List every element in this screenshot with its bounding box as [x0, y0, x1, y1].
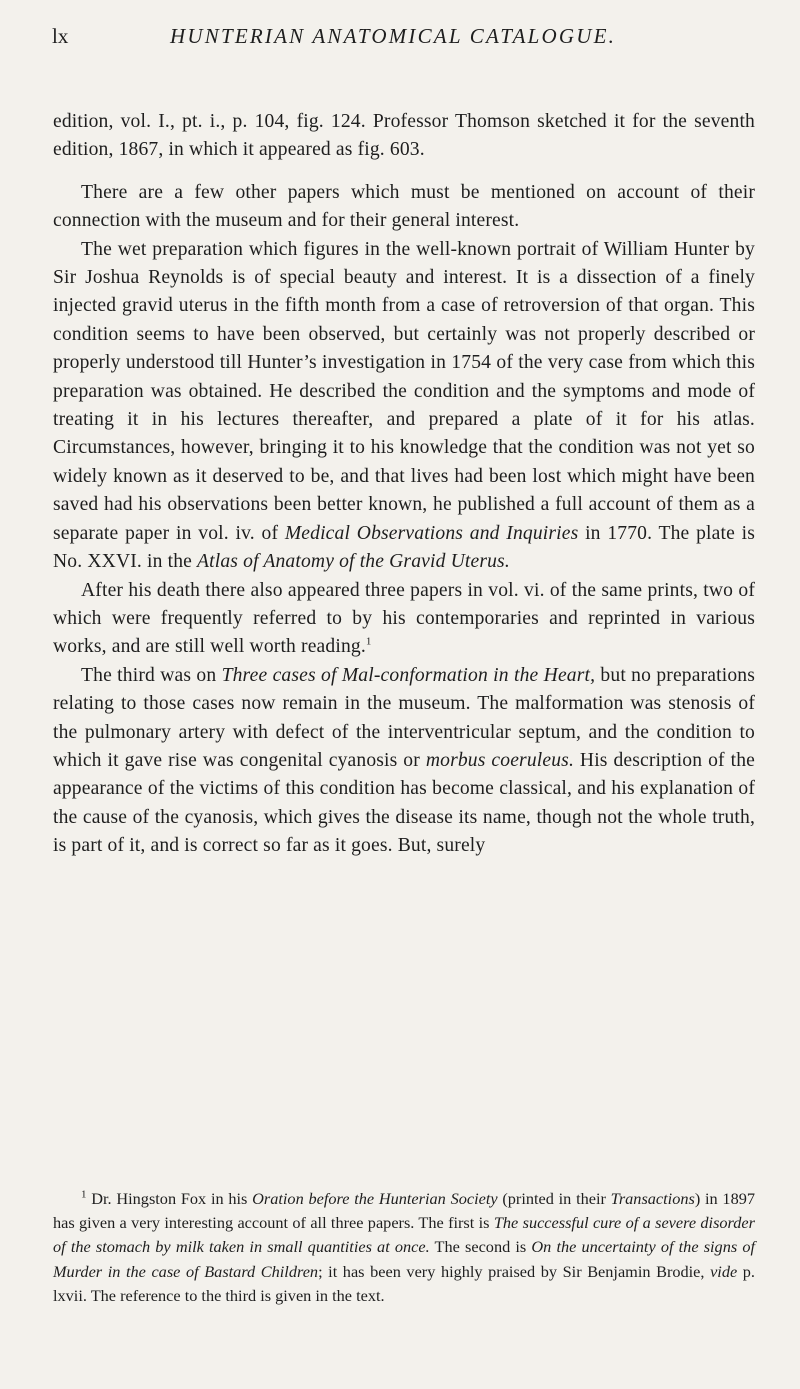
text-run: (printed in their — [497, 1189, 611, 1208]
paragraph-wet-preparation — [53, 236, 755, 577]
running-title: HUNTERIAN ANATOMICAL CATALOGUE. — [170, 24, 617, 48]
text-run: After his death there also appeared three papers in vol. vi. of the same prints, two of which were frequently referred to by his contemporaries and reprinted in various works, and are still well worth reading. — [53, 579, 755, 658]
paragraph-after-death — [53, 577, 755, 662]
italic-title: Transactions — [610, 1189, 695, 1208]
page-number: lx — [52, 24, 69, 48]
text-run: ; it has been very highly praised by Sir Benjamin Brodie, — [318, 1261, 711, 1281]
paragraph-continuation: edition, vol. I., pt. i., p. 104, fig. 124. Professor Thomson sketched it for the seventh edition, 1867, in which it appeared as fig. 603. — [53, 111, 755, 161]
running-header — [52, 24, 752, 60]
text-run: p. lxvii. The reference to the third is given in the text. — [53, 1261, 756, 1305]
text-run: but no preparations relating to those cases now remain in the museum. The malformation was stenosis of the pulmonary artery with defect of the interventricular septum, and the condition to which it gave rise was congenital cyanosis or — [53, 664, 755, 771]
italic-term: morbus coeruleus. — [425, 749, 574, 771]
footnote-ref: 1 — [365, 635, 372, 648]
paragraph-other-papers: There are a few other papers which must be mentioned on account of their connection with the museum and for their general interest. — [53, 181, 755, 232]
text-run: in 1770. The plate is No. XXVI. in the — [53, 522, 755, 573]
body-text — [53, 108, 755, 861]
italic-title: The successful cure of a severe disorder of the stomach by milk taken in small quantities at once. — [53, 1213, 755, 1257]
italic-title: Medical Observations and Inquiries — [284, 522, 579, 544]
footnote-marker: 1 — [81, 1188, 87, 1201]
italic-term: vide — [710, 1261, 738, 1281]
text-run: The wet preparation which figures in the well-known portrait of William Hunter by Sir Joshua Reynolds is of special beauty and interest. It is a dissection of a finely injected gravid uterus in the fifth month from a case of retroversion of that organ. This condition seems to have been observed, but certainly was not properly described or properly understood till Hunter’s investigation in 1754 of the very case from which this preparation was obtained. He described the condition and the symptoms and mode of treating it in his lectures thereafter, and prepared a plate of it for his atlas. Circumstances, however, bringing it to his knowledge that the condition was not yet so widely known as it deserved to be, and that lives had been lost which might have been saved had his observations been better known, he published a full account of them as a separate paper in vol. iv. of — [53, 238, 755, 544]
italic-title: Oration before the Hunterian Society — [252, 1189, 498, 1208]
text-run: Dr. Hingston Fox in his — [86, 1189, 253, 1208]
paragraph-third-paper — [53, 662, 755, 861]
italic-title: On the uncertainty of the signs of Murder in the case of Bastard Children — [53, 1237, 756, 1281]
italic-title: Atlas of Anatomy of the Gravid Uterus. — [197, 551, 510, 573]
text-run: The third was on — [81, 664, 222, 686]
text-run: His description of the appearance of the victims of this condition has become classical, and his explanation of the cause of the cyanosis, which gives the disease its name, though not the whole truth, is part of it, and is correct so far as it goes. But, surely — [53, 749, 755, 857]
text-run: ) in 1897 has given a very interesting account of all three papers. The first is — [53, 1189, 755, 1233]
italic-title: Three cases of Mal-conformation in the Heart, — [221, 664, 596, 686]
footnote — [53, 1187, 755, 1308]
text-run: The second is — [429, 1237, 532, 1257]
